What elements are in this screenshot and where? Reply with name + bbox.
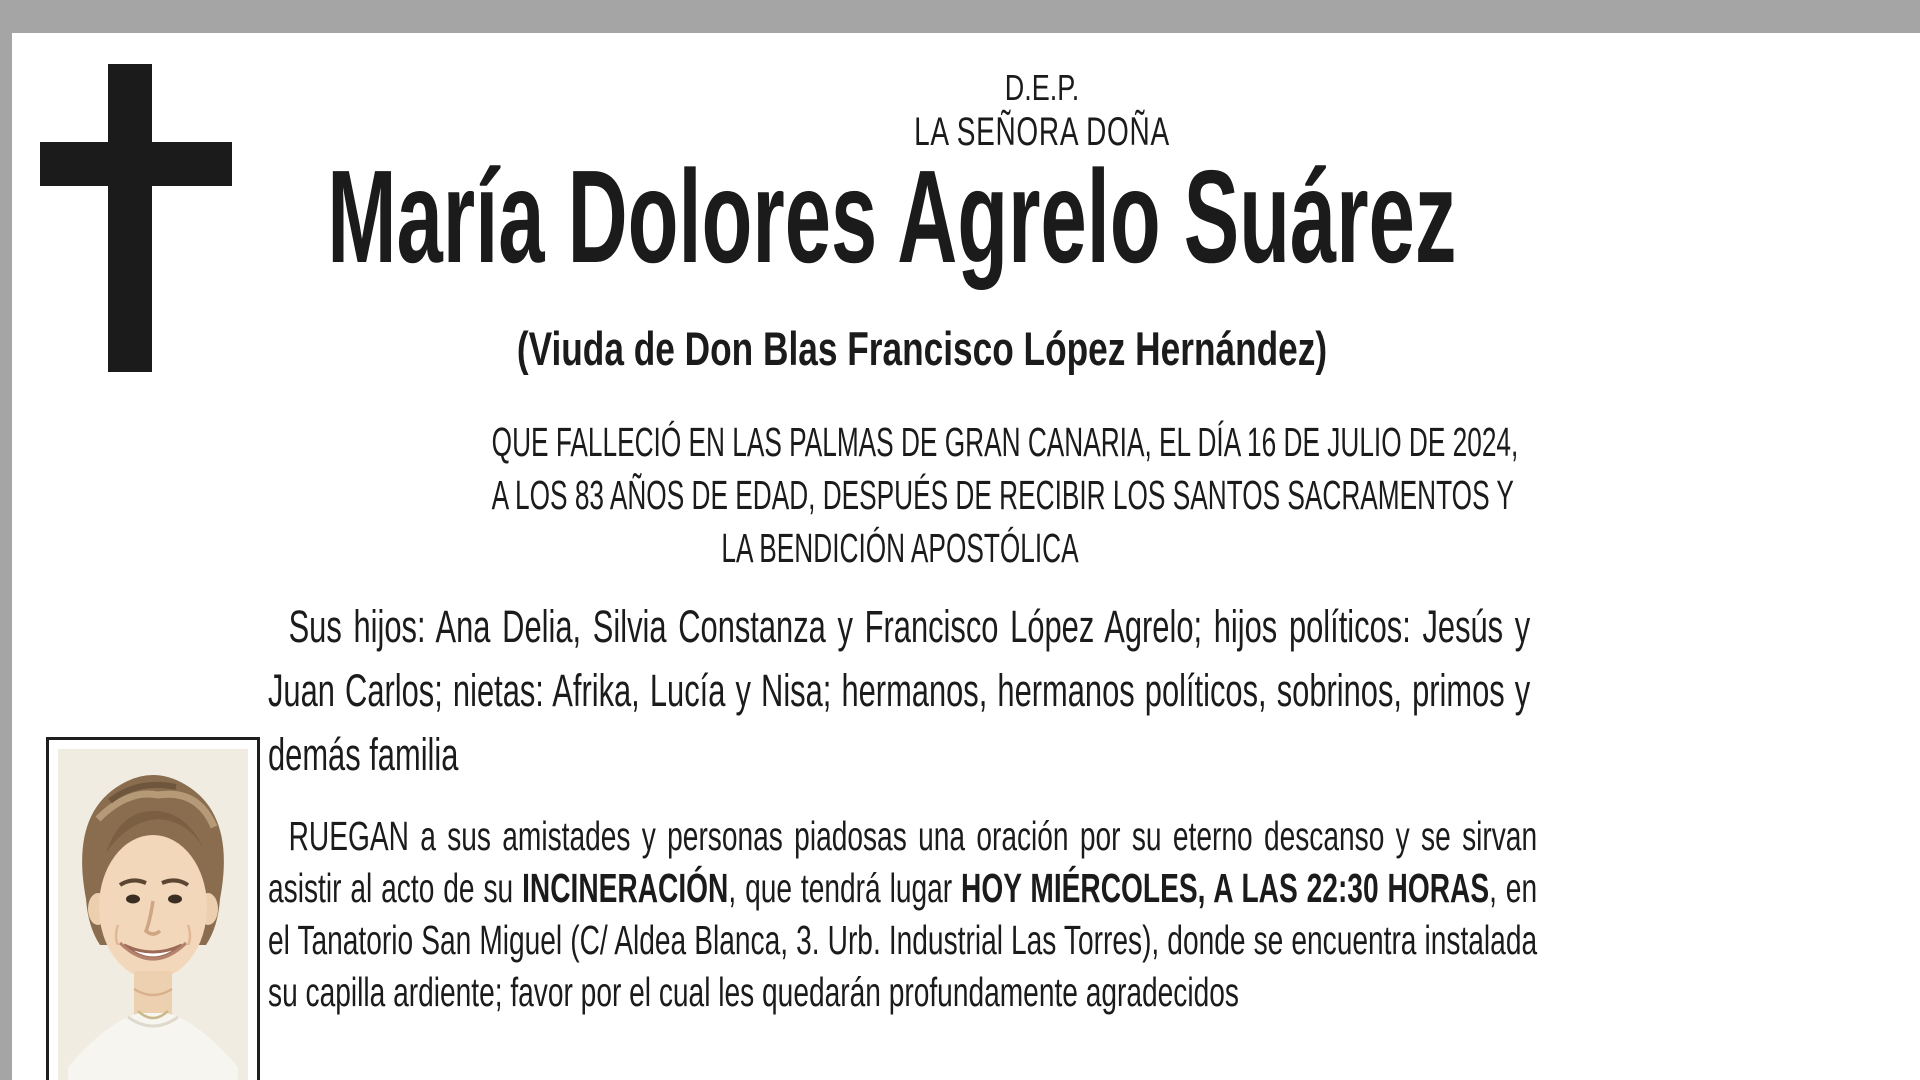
chrome-left-strip	[0, 33, 12, 1080]
death-notice-line: QUE FALLECIÓ EN LAS PALMAS DE GRAN CANARIA, EL DÍA 16 DE JULIO DE 2024,	[491, 419, 1519, 465]
honorific-line: LA SEÑORA DOÑA	[914, 110, 1170, 154]
cross-horizontal-bar	[40, 142, 232, 186]
deceased-name: María Dolores Agrelo Suárez	[327, 143, 1457, 290]
family-paragraph: Sus hijos: Ana Delia, Silvia Constanza y Francisco López Agrelo; hijos políticos: Jesús y Juan Carlos; nietas: Afrika, Lucía y Nisa; hermanos, hermanos políticos, sobrinos, primos y demás familia	[268, 601, 1531, 780]
dep-abbreviation: D.E.P.	[1004, 67, 1080, 108]
portrait-photo-frame	[46, 737, 260, 1080]
funeral-request-paragraph: RUEGAN a sus amistades y personas piadosas una oración por su eterno descanso y se sirvan asistir al acto de su INCINERACIÓN, que tendrá lugar HOY MIÉRCOLES, A LAS 22:30 HORAS, en el Tanatorio San Miguel (C/ Aldea Blanca, 3. Urb. Industrial Las Torres), donde se encuentra instalada su capilla ardiente; favor por el cual les quedarán profundamente agradecidos	[268, 813, 1538, 1015]
death-notice-line: LA BENDICIÓN APOSTÓLICA	[721, 525, 1079, 571]
widow-relation-line: (Viuda de Don Blas Francisco López Hernández)	[516, 322, 1328, 375]
death-notice-line: A LOS 83 AÑOS DE EDAD, DESPUÉS DE RECIBIR LOS SANTOS SACRAMENTOS Y	[491, 472, 1514, 518]
cross-vertical-bar	[108, 64, 152, 372]
portrait-photo-icon	[58, 749, 248, 1080]
chrome-top-bar	[0, 0, 1920, 33]
death-notice	[491, 416, 1519, 575]
header-block	[522, 66, 1562, 154]
